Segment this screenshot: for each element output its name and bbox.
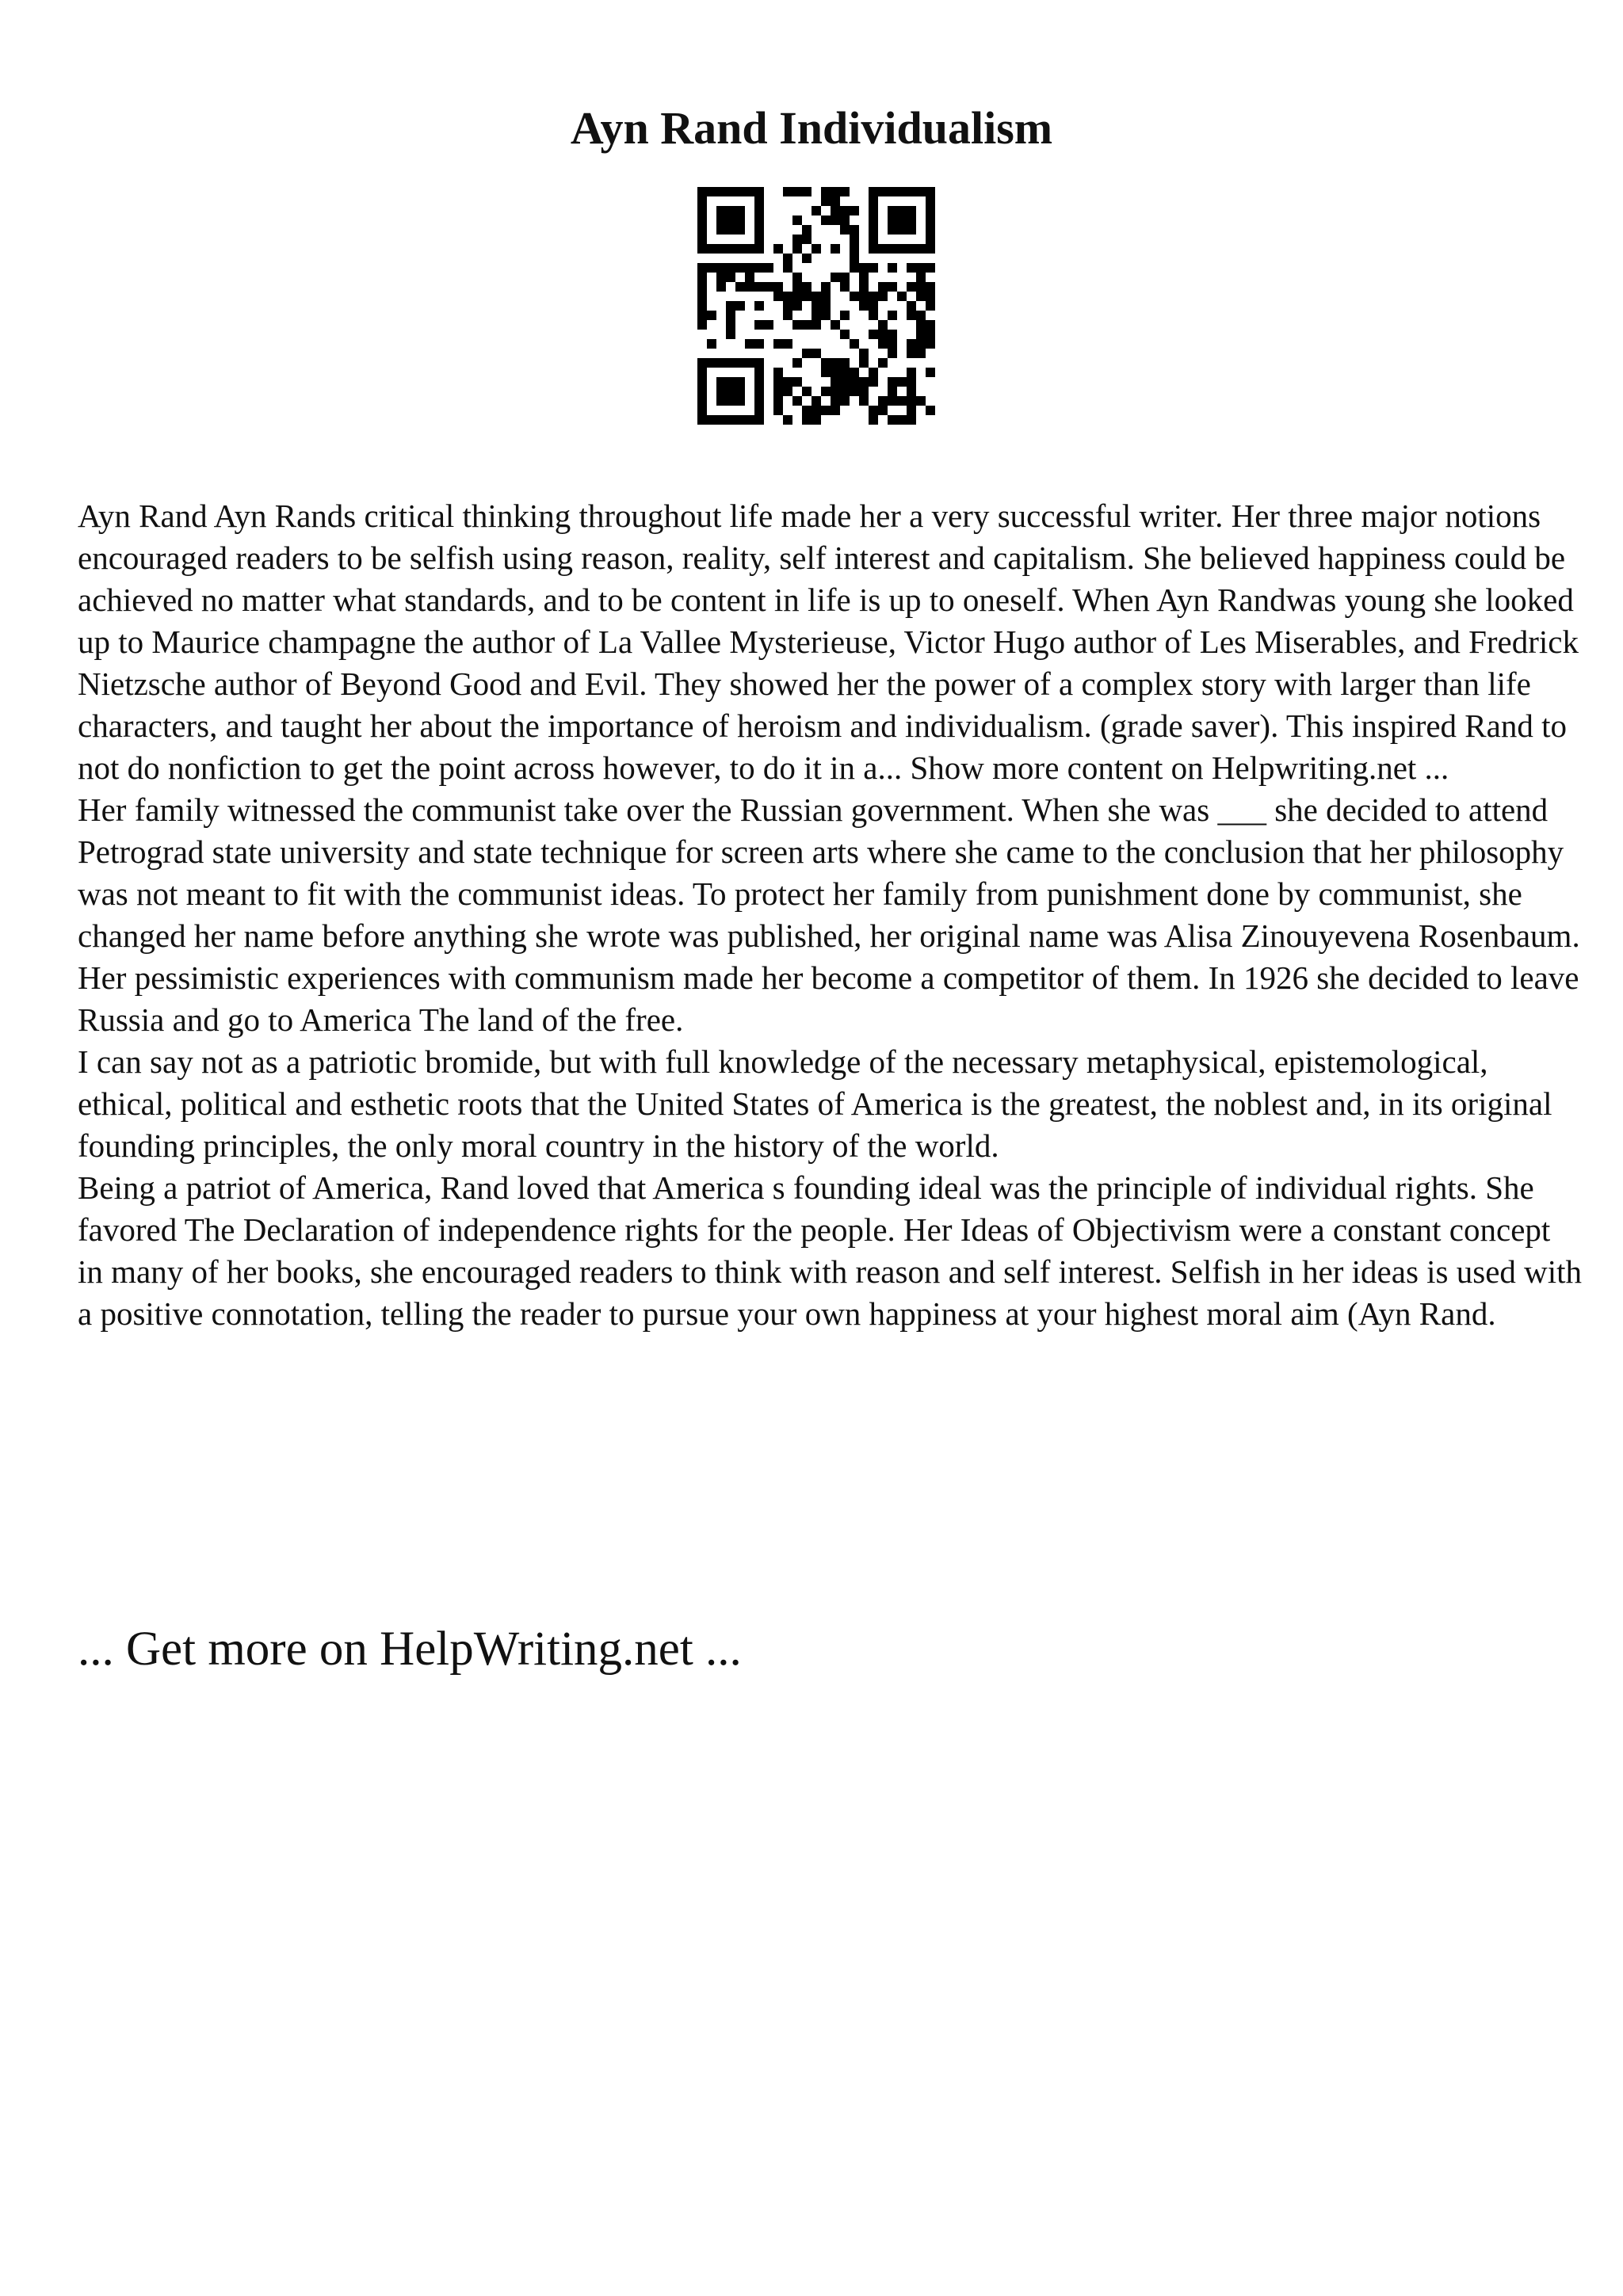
get-more-link[interactable]: ... Get more on HelpWriting.net ... bbox=[78, 1623, 742, 1676]
article-body bbox=[78, 495, 1583, 1335]
paragraph: Her family witnessed the communist take over the Russian government. When she was ___ she decided to attend Petrograd state university and state technique for screen arts where she came to the conclusion that her philosophy was not meant to fit with the communist ideas. To protect her family from punishment done by communist, she changed her name before anything she wrote was published, her original name was Alisa Zinouyevena Rosenbaum. Her pessimistic experiences with communism made her become a competitor of them. In 1926 she decided to leave Russia and go to America The land of the free. bbox=[78, 791, 1580, 1038]
page-title: Ayn Rand Individualism bbox=[570, 102, 1053, 154]
paragraph: Ayn Rand Ayn Rands critical thinking throughout life made her a very successful writer. Her three major notions encouraged readers to be selfish using reason, reality, self interest and capitalism. She believed happiness could be achieved no matter what standards, and to be content in life is up to oneself. When Ayn Randwas young she looked up to Maurice champagne the author of La Vallee Mysterieuse, Victor Hugo author of Les Miserables, and Fredrick Nietzsche author of Beyond Good and Evil. They showed her the power of a complex story with larger than life characters, and taught her about the importance of heroism and individualism. (grade saver). This inspired Rand to not do nonfiction to get the point across however, to do it in a... Show more content on Helpwriting.net ... bbox=[78, 498, 1579, 786]
paragraph: Being a patriot of America, Rand loved that America s founding ideal was the principle of individual rights. She favored The Declaration of independence rights for the people. Her Ideas of Objectivism were a constant concept in many of her books, she encouraged readers to think with reason and self interest. Selfish in her ideas is used with a positive connotation, telling the reader to pursue your own happiness at your highest moral aim (Ayn Rand. bbox=[78, 1169, 1583, 1332]
paragraph: I can say not as a patriotic bromide, but with full knowledge of the necessary metaphysical, epistemological, ethical, political and esthetic roots that the United States of America is the greatest, the noblest and, in its original founding principles, the only moral country in the history of the world. bbox=[78, 1043, 1552, 1164]
qr-code-icon bbox=[697, 187, 935, 425]
